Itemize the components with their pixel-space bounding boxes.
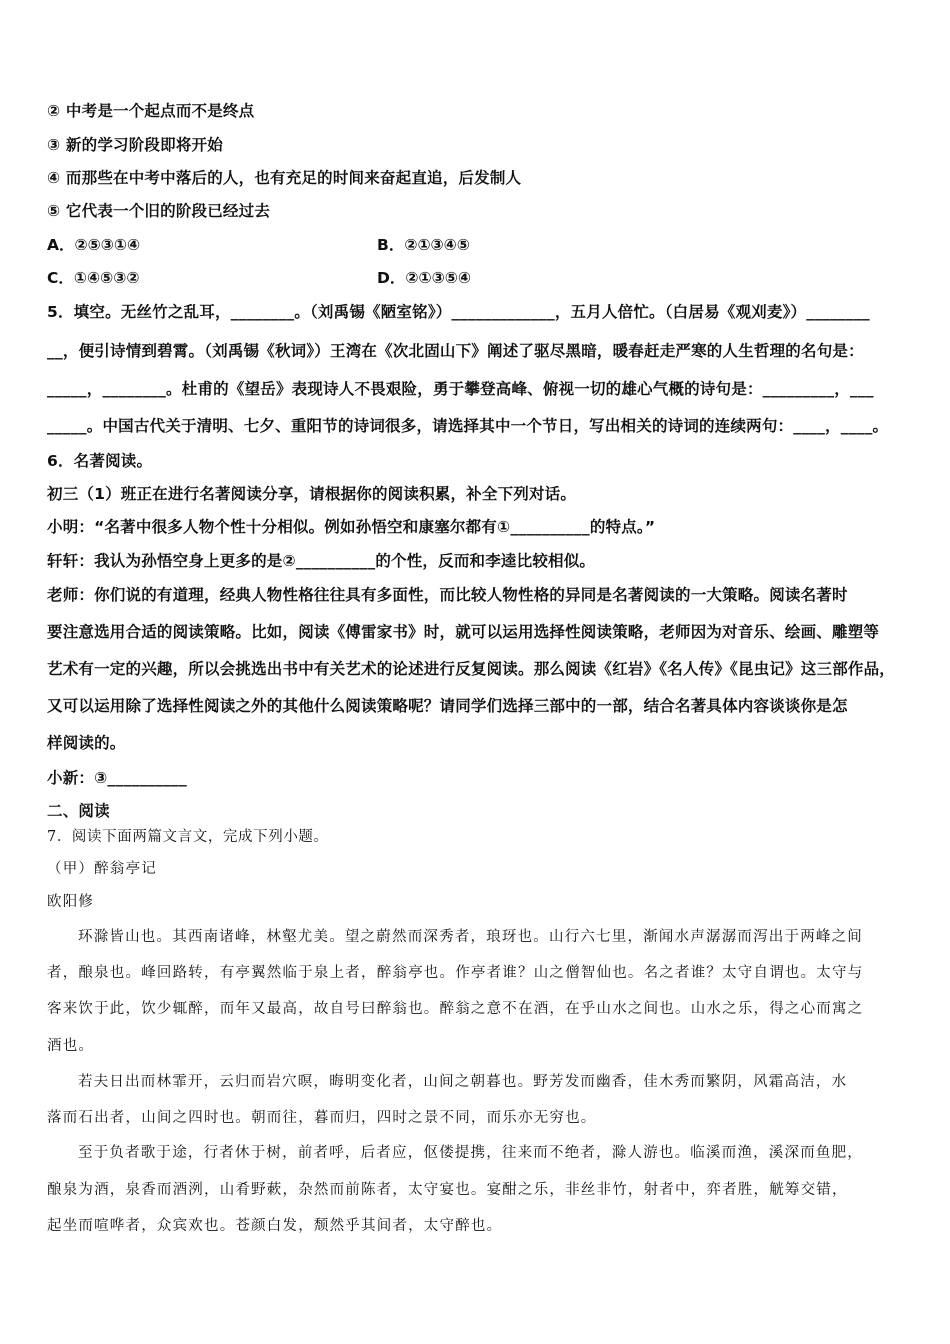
q6-xuanxuan: 轩轩：我认为孙悟空身上更多的是②__________的个性，反而和李逵比较相似。	[47, 552, 596, 570]
section-2-title: 二、阅读	[47, 802, 110, 820]
p1-line-2: 者，酿泉也。峰回路转，有亭翼然临于泉上者，醉翁亭也。作亭者谁？山之僧智仙也。名之者谁？太守自谓也。太守与	[47, 965, 864, 981]
p2-line-1: 若夫日出而林霏开，云归而岩穴暝，晦明变化者，山间之朝暮也。野芳发而幽香，佳木秀而繁阴，风霜高洁，水	[78, 1074, 848, 1090]
q6-teacher-line-5: 样阅读的。	[47, 734, 126, 752]
q6-xiaoxin: 小新：③__________	[47, 769, 187, 787]
q6-teacher-line-2: 要注意选用合适的阅读策略。比如，阅读《傅雷家书》时，就可以运用选择性阅读策略，老师因为对音乐、绘画、雕塑等	[47, 623, 880, 641]
q5-line-3: _____，________。杜甫的《望岳》表现诗人不畏艰险，勇于攀登高峰、俯视一切的雄心气概的诗句是：_________，___	[47, 380, 874, 398]
q4-sentence-2: ② 中考是一个起点而不是终点	[47, 102, 255, 120]
p1-line-3: 客来饮于此，饮少辄醉，而年又最高，故自号曰醉翁也。醉翁之意不在酒，在乎山水之间也。山水之乐，得之心而寓之	[47, 1001, 864, 1017]
q6-intro: 初三（1）班正在进行名著阅读分享，请根据你的阅读积累，补全下列对话。	[47, 485, 577, 503]
p3-line-1: 至于负者歌于途，行者休于树，前者呼，后者应，伛偻提携，往来而不绝者，滁人游也。临溪而渔，溪深而鱼肥，	[78, 1145, 863, 1161]
q5-line-2: __，便引诗情到碧霄。（刘禹锡《秋词》）王湾在《次北固山下》阐述了驱尽黑暗，暖春赶走严寒的人生哲理的名句是：	[47, 342, 864, 360]
p1-line-4: 酒也。	[47, 1038, 95, 1054]
q6-teacher-line-3: 艺术有一定的兴趣，所以会挑选出书中有关艺术的论述进行反复阅读。那么阅读《红岩》《名人传》《昆虫记》这三部作品，	[47, 660, 896, 678]
p2-line-2: 落而石出者，山间之四时也。朝而往，暮而归，四时之景不同，而乐亦无穷也。	[47, 1110, 597, 1126]
q4-sentence-4: ④ 而那些在中考中落后的人，也有充足的时间来奋起直追，后发制人	[47, 169, 522, 187]
q4-sentence-5: ⑤ 它代表一个旧的阶段已经过去	[47, 202, 271, 220]
p1-line-1: 环滁皆山也。其西南诸峰，林壑尤美。望之蔚然而深秀者，琅玡也。山行六七里，渐闻水声潺潺而泻出于两峰之间	[78, 929, 863, 945]
p3-line-3: 起坐而喧哗者，众宾欢也。苍颜白发，颓然乎其间者，太守醉也。	[47, 1218, 503, 1234]
q6-title: 6．名著阅读。	[47, 452, 153, 470]
q6-teacher-line-4: 又可以运用除了选择性阅读之外的其他什么阅读策略呢？请同学们选择三部中的一部，结合名著具体内容谈谈你是怎	[47, 697, 848, 715]
q6-xiaoming: 小明：“名著中很多人物个性十分相似。例如孙悟空和康塞尔都有①__________的特点。”	[47, 518, 656, 536]
q6-teacher-line-1: 老师：你们说的有道理，经典人物性格往往具有多面性，而比较人物性格的异同是名著阅读的一大策略。阅读名著时	[47, 586, 848, 604]
q4-option-d: D．②①③⑤④	[377, 269, 471, 287]
q4-option-b: B．②①③④⑤	[377, 236, 470, 254]
q5-line-4: _____。中国古代关于清明、七夕、重阳节的诗词很多，请选择其中一个节日，写出相关的诗词的连续两句：____，____。	[47, 417, 889, 435]
p3-line-2: 酿泉为酒，泉香而酒洌，山肴野蔌，杂然而前陈者，太守宴也。宴酣之乐，非丝非竹，射者中，弈者胜，觥筹交错，	[47, 1182, 848, 1198]
q7-prompt: 7．阅读下面两篇文言文，完成下列小题。	[47, 829, 329, 845]
jia-title: （甲）醉翁亭记	[47, 861, 157, 877]
q4-option-c: C．①④⑤③②	[47, 269, 140, 287]
q4-sentence-3: ③ 新的学习阶段即将开始	[47, 136, 223, 154]
q5-line-1: 5．填空。无丝竹之乱耳，________。（刘禹锡《陋室铭》）_____________，五月人倍忙。（白居易《观刈麦》）________	[47, 303, 870, 321]
author: 欧阳修	[47, 894, 95, 910]
q4-option-a: A．②⑤③①④	[47, 236, 141, 254]
